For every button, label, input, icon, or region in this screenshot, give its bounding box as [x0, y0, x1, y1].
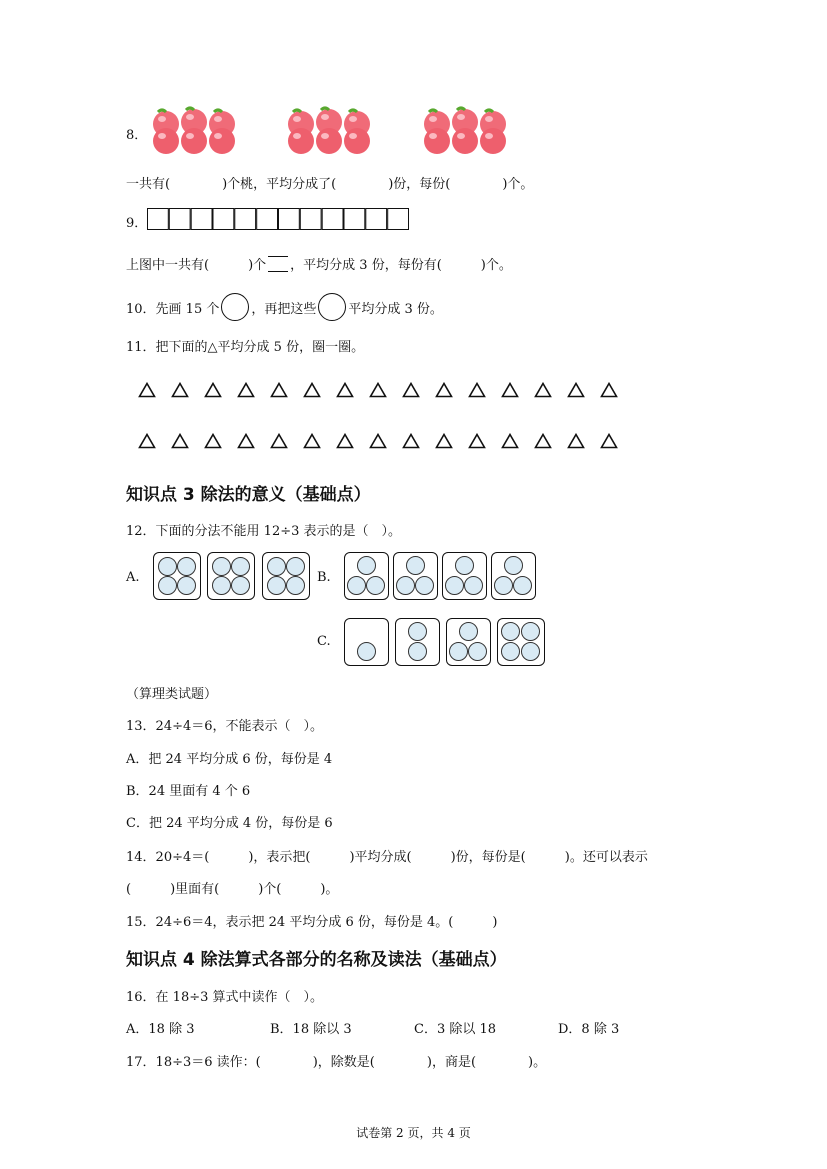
square-cell: [388, 209, 409, 230]
ball-icon: [231, 576, 250, 595]
triangle-icon: [567, 433, 585, 453]
q17-question: 17．18÷3＝6 读作：( )，除数是( )，商是( )。: [126, 1055, 547, 1070]
triangle-icon: [237, 433, 255, 453]
ball-icon: [212, 576, 231, 595]
q16-question: 16．在 18÷3 算式中读作（ ）。: [126, 990, 324, 1005]
q12-question: 12．下面的分法不能用 12÷3 表示的是（ ）。: [126, 524, 402, 539]
peach-icon: [316, 128, 342, 154]
peach-group-3: [419, 108, 519, 160]
peach-icon: [153, 128, 179, 154]
ball-icon: [267, 576, 286, 595]
ball-icon: [455, 556, 474, 575]
option-a-box: [207, 552, 255, 600]
q12-option-a-label: A.: [126, 570, 140, 585]
q12-option-c-label: C.: [317, 634, 331, 649]
triangle-icon: [435, 382, 453, 402]
q16-option-c: C．3 除以 18: [414, 1022, 497, 1037]
q9-number: 9．: [126, 216, 148, 231]
square-cell: [213, 209, 234, 230]
triangle-icon: [303, 433, 321, 453]
ball-icon: [406, 556, 425, 575]
peach-icon: [344, 128, 370, 154]
triangle-icon: [468, 433, 486, 453]
option-b-box: [442, 552, 487, 600]
q14-line-2: ( )里面有( )个( )。: [126, 882, 339, 897]
ball-icon: [415, 576, 434, 595]
peach-icon: [452, 128, 478, 154]
q12-option-b-label: B.: [317, 570, 331, 585]
q16-option-b: B．18 除以 3: [270, 1022, 352, 1037]
option-c-box: [344, 618, 389, 666]
ball-icon: [464, 576, 483, 595]
ball-icon: [521, 622, 540, 641]
option-b-box: [344, 552, 389, 600]
q16-option-a: A．18 除 3: [126, 1022, 195, 1037]
q16-option-d: D．8 除 3: [558, 1022, 620, 1037]
option-b-box: [491, 552, 536, 600]
triangle-icon: [138, 433, 156, 453]
square-cell: [344, 209, 365, 230]
option-a-box: [153, 552, 201, 600]
triangle-icon: [270, 433, 288, 453]
peach-icon: [181, 128, 207, 154]
ball-icon: [513, 576, 532, 595]
square-cell: [169, 209, 190, 230]
triangle-icon: [402, 433, 420, 453]
square-grid-cells: [147, 208, 409, 230]
circle-icon: [318, 293, 346, 321]
triangle-icon: [303, 382, 321, 402]
ball-icon: [177, 576, 196, 595]
triangle-icon: [270, 382, 288, 402]
ball-icon: [347, 576, 366, 595]
ball-icon: [212, 557, 231, 576]
option-c-box: [395, 618, 440, 666]
option-c-box: [446, 618, 491, 666]
triangle-icon: [336, 382, 354, 402]
triangle-icon: [204, 433, 222, 453]
triangle-icon: [501, 433, 519, 453]
ball-icon: [267, 557, 286, 576]
triangle-icon: [567, 382, 585, 402]
ball-icon: [177, 557, 196, 576]
option-a-box: [262, 552, 310, 600]
q9-question-part-b: ，平均分成 3 份，每份有( )个。: [290, 258, 512, 273]
square-cell: [366, 209, 387, 230]
triangle-icon: [534, 433, 552, 453]
q10-part-b: ，再把这些: [251, 302, 317, 317]
peach-group-1: [148, 108, 248, 160]
ball-icon: [468, 642, 487, 661]
triangle-icon: [237, 382, 255, 402]
section-4-heading: 知识点 4 除法算式各部分的名称及读法（基础点）: [126, 950, 507, 970]
ball-icon: [494, 576, 513, 595]
q10-part-a: 10．先画 15 个: [126, 302, 220, 317]
triangle-icon: [369, 382, 387, 402]
ball-icon: [501, 642, 520, 661]
peach-group-2: [283, 108, 383, 160]
triangle-icon: [171, 382, 189, 402]
square-grid: [147, 208, 409, 230]
ball-icon: [445, 576, 464, 595]
square-cell: [235, 209, 256, 230]
triangle-icon: [600, 433, 618, 453]
square-cell: [279, 209, 300, 230]
ball-icon: [459, 622, 478, 641]
ball-icon: [158, 557, 177, 576]
peach-icon: [480, 128, 506, 154]
ball-icon: [408, 622, 427, 641]
triangle-icon: [138, 382, 156, 402]
triangle-icon: [204, 382, 222, 402]
q8-question: 一共有( )个桃，平均分成了( )份，每份( )个。: [126, 177, 534, 192]
q10-part-c: 平均分成 3 份。: [348, 302, 443, 317]
q13-option-a: A．把 24 平均分成 6 份，每份是 4: [126, 752, 333, 767]
triangle-icon: [369, 433, 387, 453]
ball-icon: [286, 576, 305, 595]
triangle-icon: [171, 433, 189, 453]
q13-question: 13．24÷4＝6，不能表示（ ）。: [126, 719, 324, 734]
peach-icon: [424, 128, 450, 154]
square-cell: [148, 209, 169, 230]
square-cell: [300, 209, 321, 230]
q11-question: 11．把下面的△平均分成 5 份，圈一圈。: [126, 340, 365, 355]
q9-question-part-a: 上图中一共有( )个: [126, 258, 267, 273]
ball-icon: [396, 576, 415, 595]
ball-icon: [158, 576, 177, 595]
ball-icon: [231, 557, 250, 576]
q10-question: [126, 298, 443, 321]
q13-option-c: C．把 24 平均分成 4 份，每份是 6: [126, 816, 333, 831]
ball-icon: [449, 642, 468, 661]
q9-question: [126, 254, 512, 273]
peach-icon: [209, 128, 235, 154]
square-cell: [257, 209, 278, 230]
ball-icon: [408, 642, 427, 661]
ball-icon: [504, 556, 523, 575]
circle-icon: [221, 293, 249, 321]
ball-icon: [366, 576, 385, 595]
peach-icon-cluster: [283, 108, 383, 156]
ball-icon: [357, 642, 376, 661]
triangle-icon: [468, 382, 486, 402]
ball-icon: [357, 556, 376, 575]
peach-icon: [288, 128, 314, 154]
square-cell: [322, 209, 343, 230]
option-c-box: [497, 618, 545, 666]
ball-icon: [521, 642, 540, 661]
ball-icon: [286, 557, 305, 576]
triangle-icon: [402, 382, 420, 402]
option-b-box: [393, 552, 438, 600]
page-footer: 试卷第 2 页，共 4 页: [356, 1126, 471, 1140]
triangle-icon: [534, 382, 552, 402]
triangle-icon: [435, 433, 453, 453]
note-text: （算理类试题）: [126, 687, 218, 702]
ball-icon: [501, 622, 520, 641]
peach-icon-cluster: [419, 108, 519, 156]
triangle-icon: [501, 382, 519, 402]
triangle-icon: [336, 433, 354, 453]
square-icon: [268, 256, 288, 272]
q8-number: 8．: [126, 128, 148, 143]
section-3-heading: 知识点 3 除法的意义（基础点）: [126, 485, 371, 505]
q13-option-b: B．24 里面有 4 个 6: [126, 784, 251, 799]
q15-question: 15．24÷6＝4，表示把 24 平均分成 6 份，每份是 4。( ): [126, 915, 498, 930]
triangle-icon: [600, 382, 618, 402]
peach-icon-cluster: [148, 108, 248, 156]
square-cell: [191, 209, 212, 230]
q14-line-1: 14．20÷4＝( )，表示把( )平均分成( )份，每份是( )。还可以表示: [126, 850, 648, 865]
